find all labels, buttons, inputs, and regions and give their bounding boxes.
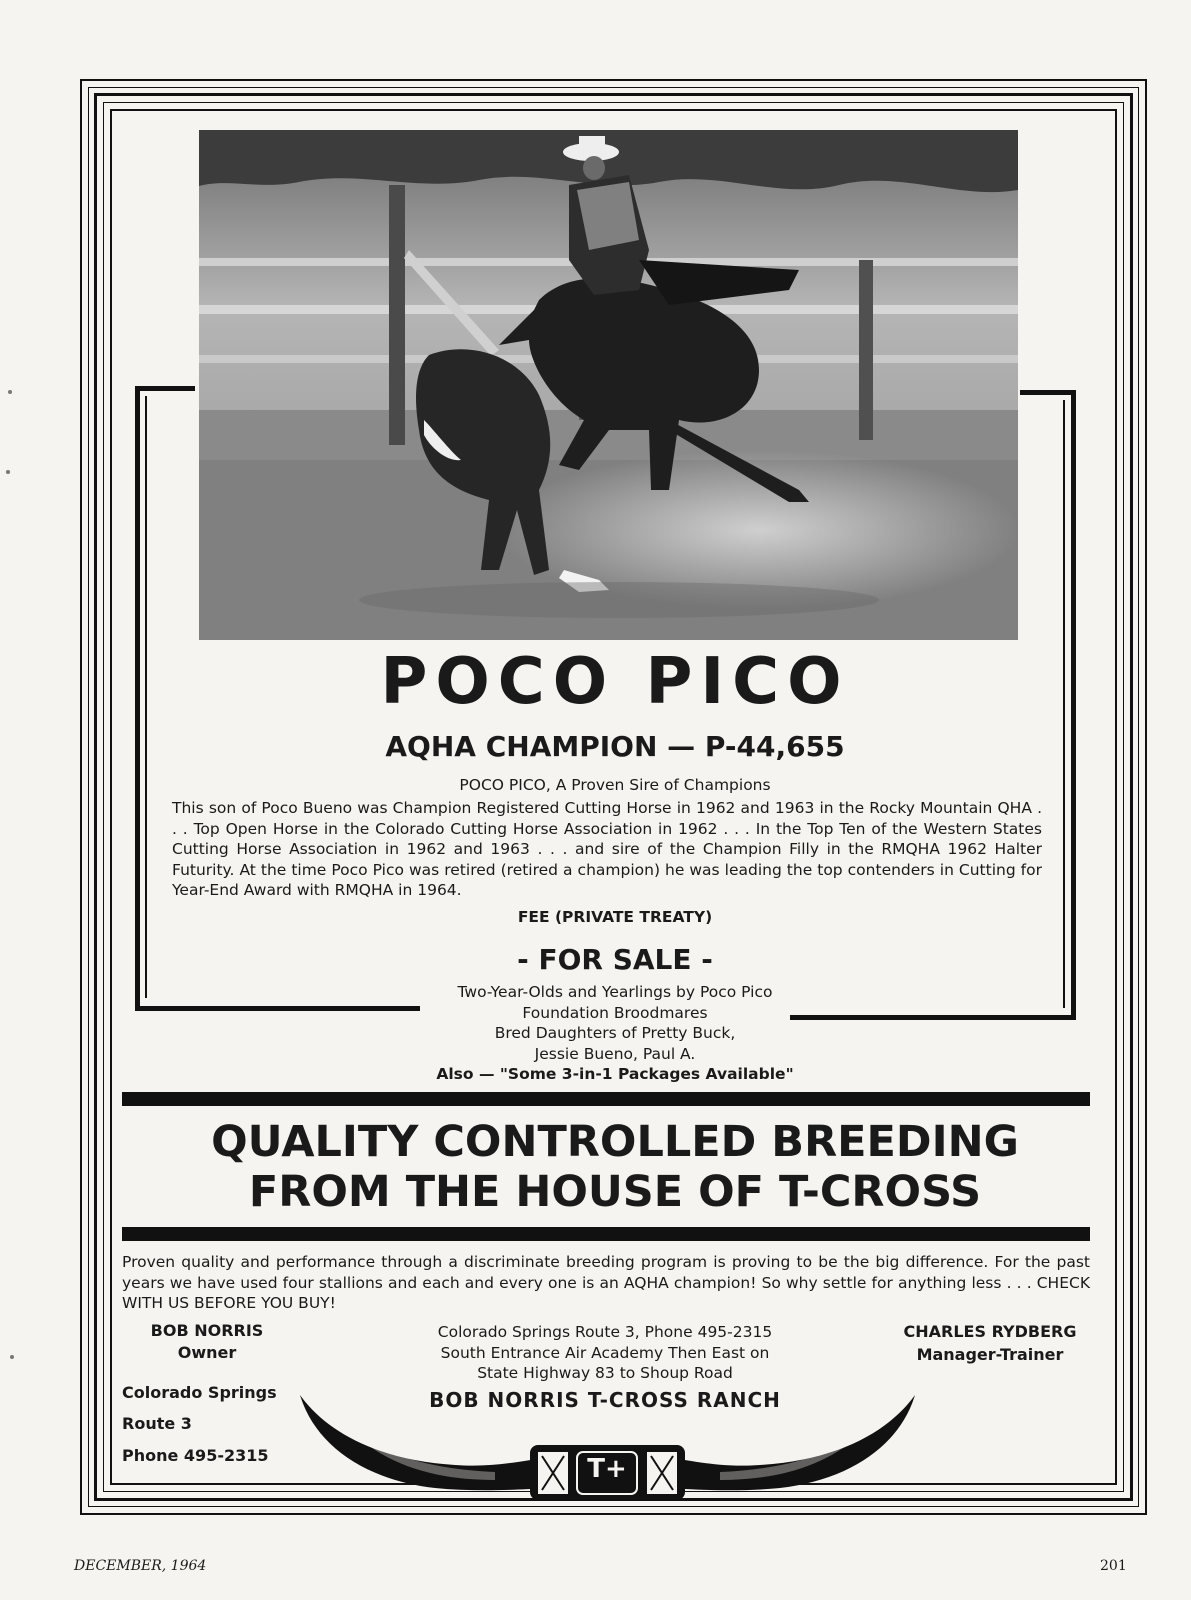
banner-bottom-rule — [122, 1227, 1090, 1241]
for-sale-item: Bred Daughters of Pretty Buck, — [494, 1024, 736, 1042]
directions-line-2: South Entrance Air Academy Then East on — [440, 1343, 770, 1362]
owner-role: Owner — [177, 1343, 237, 1362]
manager-contact — [880, 1320, 1100, 1366]
banner-top-rule — [122, 1092, 1090, 1106]
owner-name: BOB NORRIS — [150, 1321, 264, 1340]
champion-subtitle: AQHA CHAMPION — P-44,655 — [385, 730, 845, 763]
manager-name: CHARLES RYDBERG — [903, 1322, 1077, 1341]
owner-contact — [122, 1320, 292, 1472]
directions-line-1: Colorado Springs Route 3, Phone 495-2315 — [437, 1323, 773, 1341]
banner-line-1: QUALITY CONTROLLED BREEDING — [211, 1117, 1019, 1167]
scan-speck — [8, 390, 12, 394]
scan-speck — [6, 470, 10, 474]
owner-route: Route 3 — [122, 1414, 192, 1433]
page-number: 201 — [1100, 1558, 1127, 1574]
horse-name-title: POCO PICO — [380, 645, 850, 719]
for-sale-item: Foundation Broodmares — [522, 1003, 708, 1022]
for-sale-list — [150, 982, 1080, 1064]
banner-line-2: FROM THE HOUSE OF T-CROSS — [248, 1167, 982, 1217]
ranch-directions — [390, 1322, 820, 1384]
breeding-program-paragraph: Proven quality and performance through a discriminate breeding program is proving to be the big difference. For the past years we have used four stallions and each and every one is an AQHA champion! So why settle for anything less . . . CHECK WITH US BEFORE YOU BUY! — [122, 1253, 1090, 1312]
manager-role: Manager-Trainer — [916, 1345, 1064, 1364]
owner-city: Colorado Springs — [122, 1383, 277, 1402]
longhorn-logo-icon — [295, 1390, 920, 1505]
cutting-horse-photo — [199, 130, 1018, 640]
for-sale-heading: - FOR SALE - — [517, 943, 713, 976]
packages-note: Also — "Some 3-in-1 Packages Available" — [436, 1065, 794, 1083]
fee-line: FEE (PRIVATE TREATY) — [517, 908, 713, 926]
banner-headline — [120, 1117, 1110, 1217]
owner-phone: Phone 495-2315 — [122, 1446, 269, 1465]
directions-line-3: State Highway 83 to Shoup Road — [477, 1364, 733, 1382]
for-sale-item: Jessie Bueno, Paul A. — [534, 1044, 696, 1063]
scan-speck — [10, 1355, 14, 1359]
issue-date: DECEMBER, 1964 — [74, 1558, 207, 1574]
brand-mark: T+ — [587, 1454, 627, 1484]
lead-line: POCO PICO, A Proven Sire of Champions — [459, 776, 771, 794]
ranch-name: BOB NORRIS T-CROSS RANCH — [429, 1388, 781, 1412]
for-sale-item: Two-Year-Olds and Yearlings by Poco Pico — [457, 983, 773, 1001]
description-paragraph: This son of Poco Bueno was Champion Registered Cutting Horse in 1962 and 1963 in the Rocky Mountain QHA . . . Top Open Horse in the Colorado Cutting Horse Association in 1962 . . . In the Top Ten of the Western States Cutting Horse Association in 1962 and 1963 . . . and sire of the Champion Filly in the RMQHA 1962 Halter Futurity. At the time Poco Pico was retired (retired a champion) he was leading the top contenders in Cutting for Year-End Award with RMQHA in 1964. — [172, 799, 1042, 899]
